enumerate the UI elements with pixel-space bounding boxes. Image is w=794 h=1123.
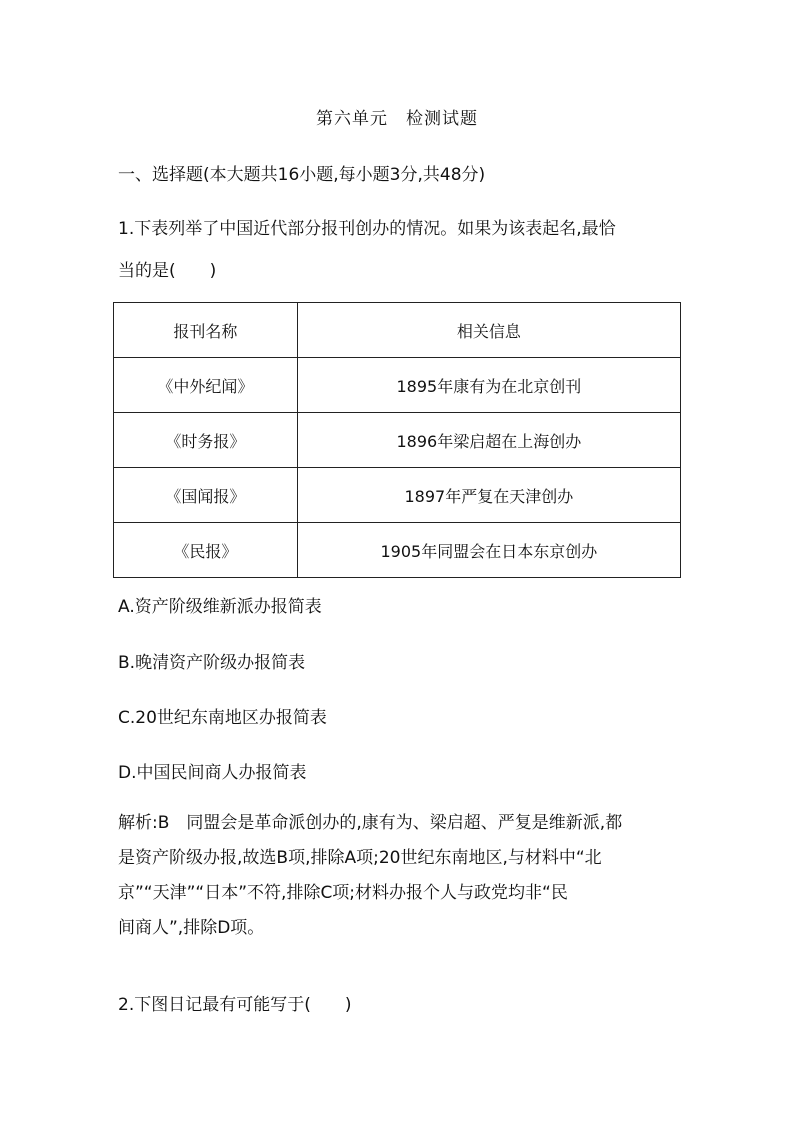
option-a: A.资产阶级维新派办报简表 [118, 597, 322, 617]
table-header-cell: 相关信息 [297, 303, 680, 358]
table-row [114, 523, 681, 578]
analysis-line: 是资产阶级办报,故选B项,排除A项;20世纪东南地区,与材料中“北 [118, 848, 602, 868]
question-1-analysis [118, 806, 688, 946]
table-row [114, 468, 681, 523]
table-cell: 1905年同盟会在日本东京创办 [297, 523, 680, 578]
table-row [114, 358, 681, 413]
table-header-cell: 报刊名称 [114, 303, 298, 358]
analysis-line: 京”“天津”“日本”不符,排除C项;材料办报个人与政党均非“民 [118, 883, 568, 903]
page-title: 第六单元 检测试题 [316, 109, 478, 129]
option-c: C.20世纪东南地区办报简表 [118, 708, 327, 728]
table-cell: 1896年梁启超在上海创办 [297, 413, 680, 468]
table-cell: 1897年严复在天津创办 [297, 468, 680, 523]
table-cell: 《中外纪闻》 [114, 358, 298, 413]
table-cell: 《民报》 [114, 523, 298, 578]
analysis-line: 解析:B 同盟会是革命派创办的,康有为、梁启超、严复是维新派,都 [118, 813, 623, 833]
table-cell: 1895年康有为在北京创刊 [297, 358, 680, 413]
analysis-line: 间商人”,排除D项。 [118, 918, 265, 938]
table-header-row [114, 303, 681, 358]
question-2-stem: 2.下图日记最有可能写于( ) [118, 995, 352, 1015]
table-row [114, 413, 681, 468]
newspaper-table [113, 302, 681, 578]
option-d: D.中国民间商人办报简表 [118, 763, 307, 783]
section-heading: 一、选择题(本大题共16小题,每小题3分,共48分) [118, 165, 486, 185]
question-1-stem-line-1: 1.下表列举了中国近代部分报刊创办的情况。如果为该表起名,最恰 [118, 219, 616, 239]
option-b: B.晚清资产阶级办报简表 [118, 653, 306, 673]
table-cell: 《国闻报》 [114, 468, 298, 523]
question-1-stem-line-2: 当的是( ) [118, 261, 217, 281]
table-cell: 《时务报》 [114, 413, 298, 468]
